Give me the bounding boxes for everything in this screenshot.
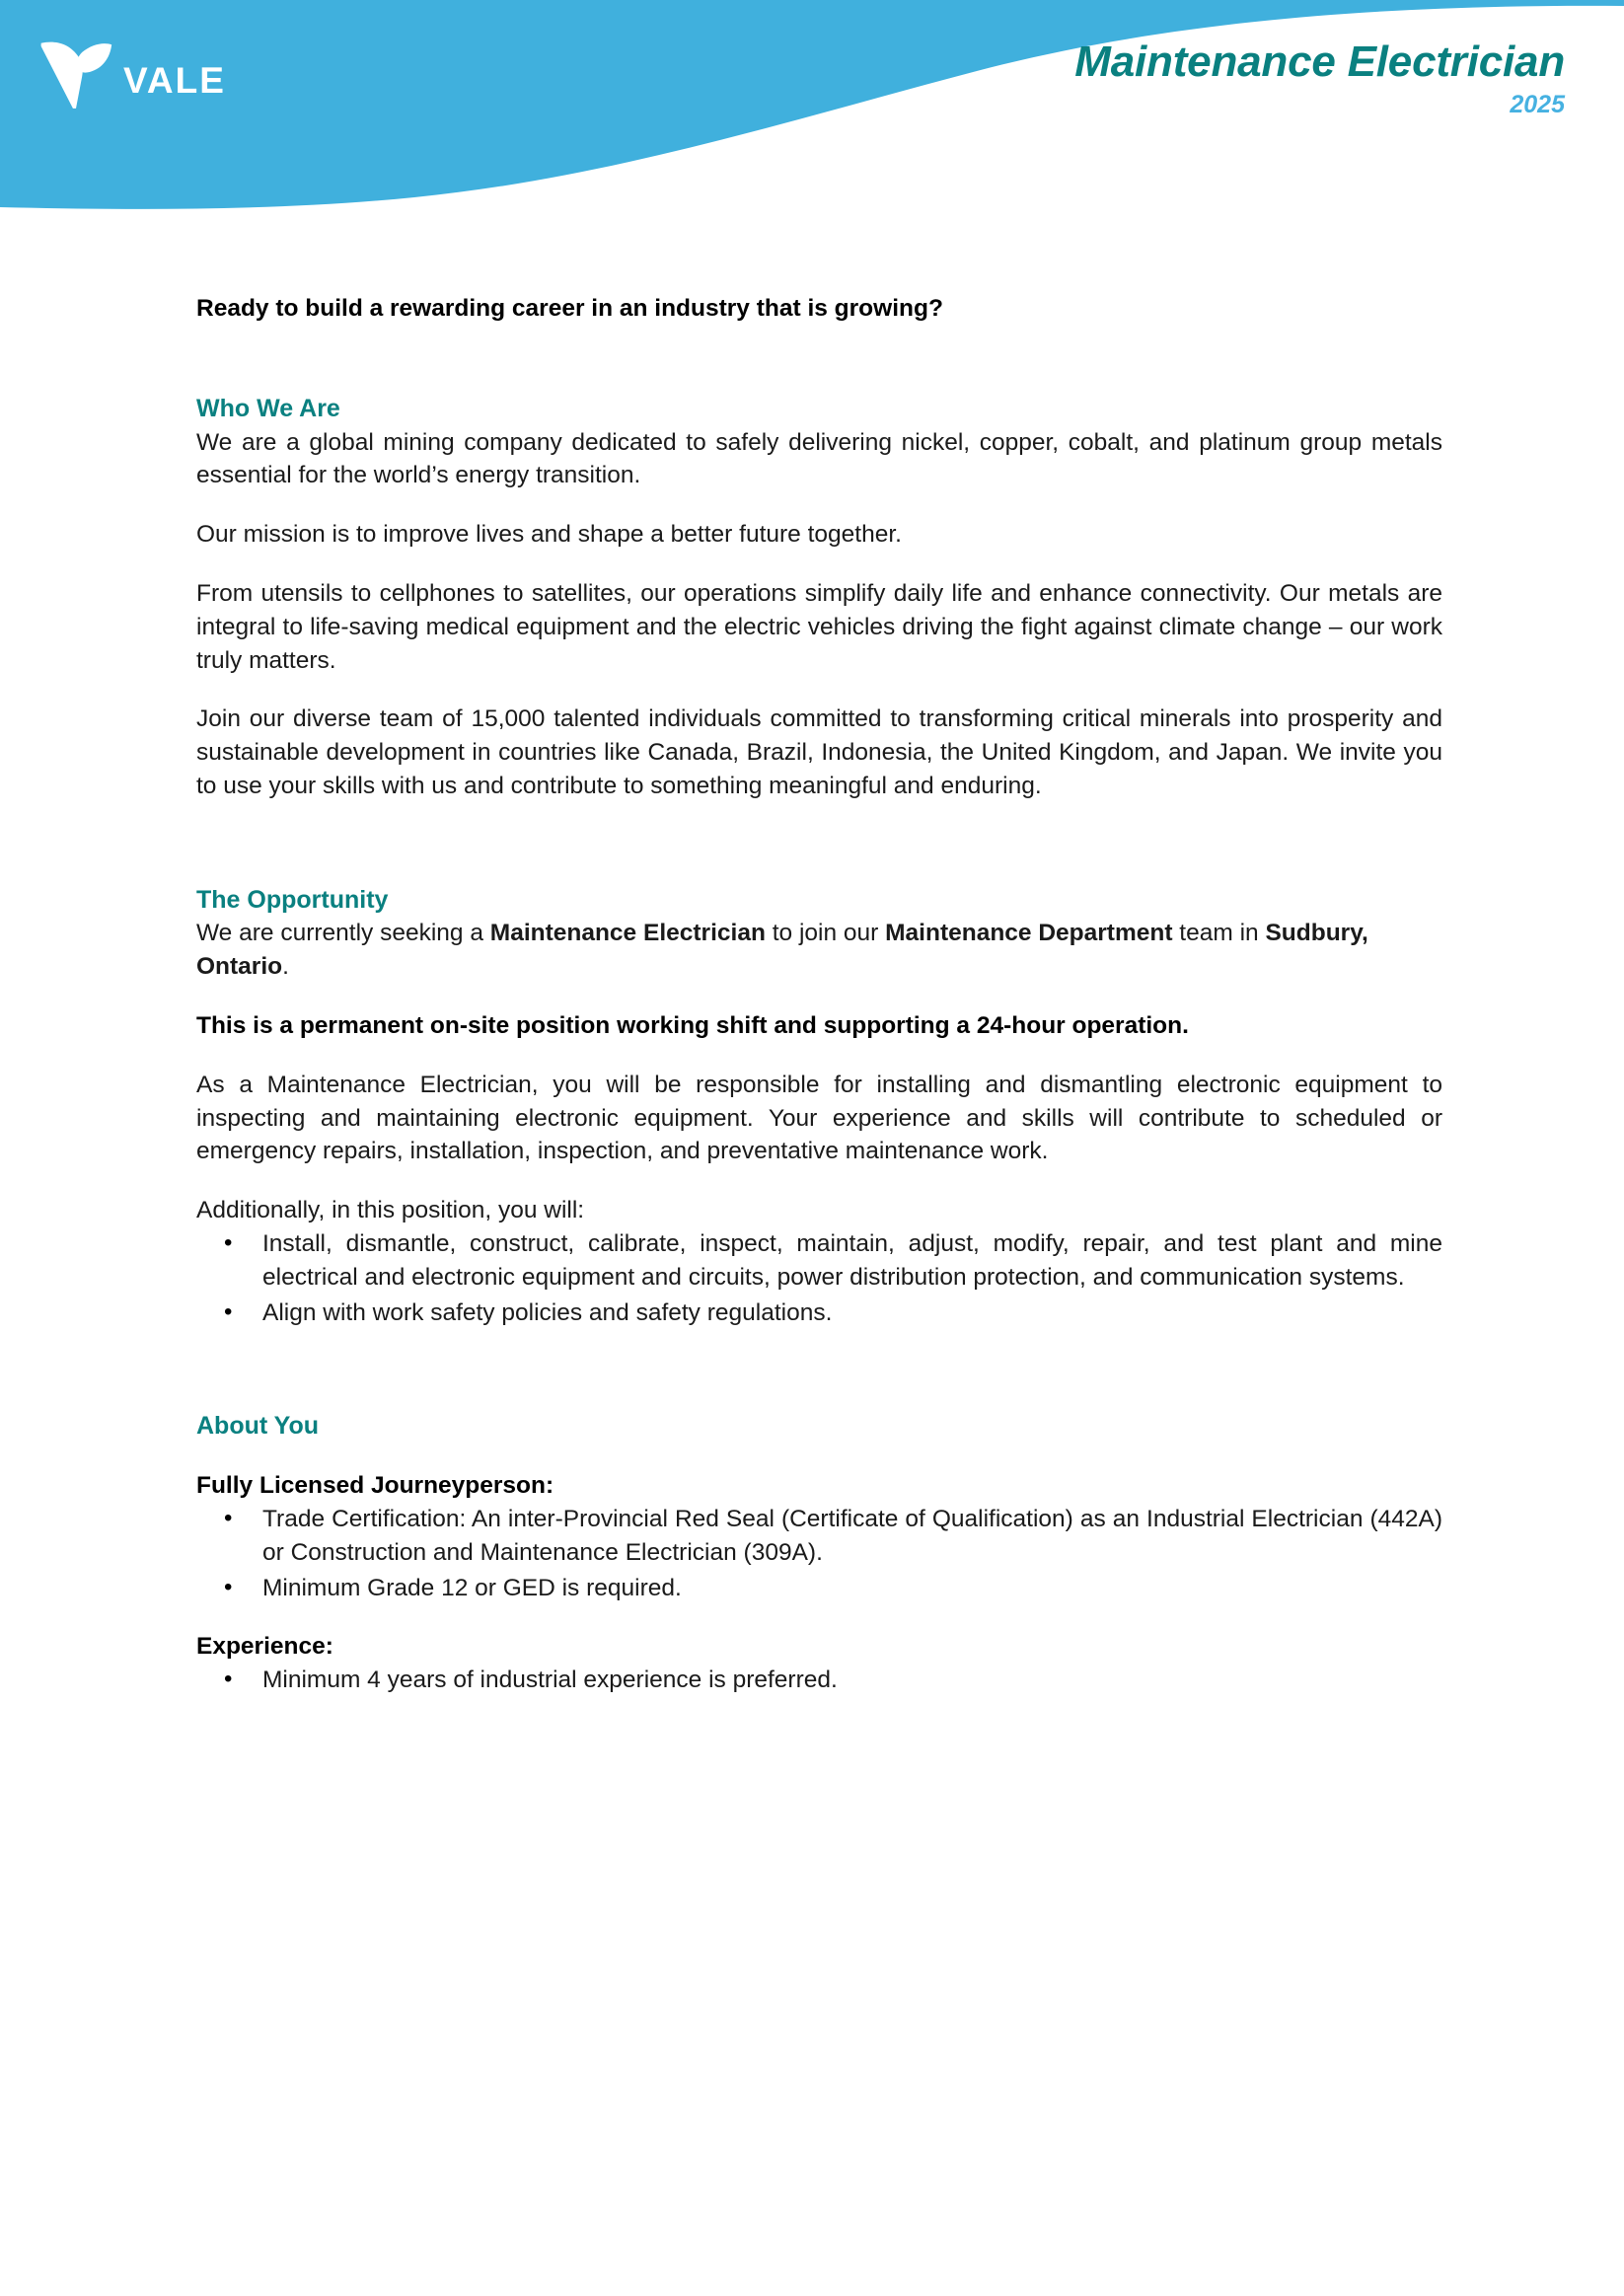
list-item: • Minimum Grade 12 or GED is required. bbox=[196, 1572, 1442, 1605]
experience-bullet-list bbox=[196, 1664, 1442, 1697]
paragraph-additional-intro: Additionally, in this position, you will: bbox=[196, 1197, 585, 1224]
page-title: Maintenance Electrician bbox=[1074, 37, 1565, 86]
opportunity-bullet-list bbox=[196, 1227, 1442, 1329]
opportunity-department: Maintenance Department bbox=[885, 920, 1173, 947]
opportunity-text-e: team in bbox=[1172, 920, 1266, 947]
paragraph-position-type: This is a permanent on-site position working shift and supporting a 24-hour operation. bbox=[196, 1012, 1189, 1040]
spacer bbox=[196, 984, 1442, 1009]
paragraph-who-we-are-2: Our mission is to improve lives and shape a better future together. bbox=[196, 521, 902, 549]
opportunity-text-c: to join our bbox=[765, 920, 886, 947]
header-title-block bbox=[1074, 39, 1565, 124]
document-header bbox=[0, 0, 1624, 212]
journeyperson-bullet-list bbox=[196, 1503, 1442, 1604]
list-item: • Trade Certification: An inter-Provincial Red Seal (Certificate of Qualification) as an Industrial Electrician (442A) or Construction and Maintenance Electrician (309A). bbox=[196, 1503, 1442, 1570]
subheading-fully-licensed-journeyperson: Fully Licensed Journeyperson: bbox=[196, 1472, 554, 1500]
spacer bbox=[196, 552, 1442, 577]
subheading-experience: Experience: bbox=[196, 1633, 333, 1661]
paragraph-who-we-are-1: We are a global mining company dedicated to safely delivering nickel, copper, cobalt, and platinum group metals essential for the world’s energy transition. bbox=[196, 428, 1442, 489]
spacer bbox=[196, 1444, 1442, 1469]
opportunity-text-g: . bbox=[282, 953, 289, 981]
spacer bbox=[196, 677, 1442, 703]
document-body bbox=[196, 292, 1442, 1697]
list-item: • Align with work safety policies and safety regulations. bbox=[196, 1296, 1442, 1330]
vale-v-leaf-icon bbox=[37, 33, 114, 111]
spacer bbox=[196, 326, 1442, 393]
spacer bbox=[196, 1168, 1442, 1194]
section-heading-about-you: About You bbox=[196, 1412, 320, 1441]
opportunity-location: Sudbury, Ontario bbox=[196, 920, 1368, 981]
spacer bbox=[196, 492, 1442, 518]
opportunity-text-a: We are currently seeking a bbox=[196, 920, 490, 947]
paragraph-opportunity-intro bbox=[196, 917, 1442, 984]
section-heading-who-we-are: Who We Are bbox=[196, 394, 340, 422]
spacer bbox=[196, 1329, 1442, 1410]
spacer bbox=[196, 803, 1442, 884]
list-item: • Install, dismantle, construct, calibrate, inspect, maintain, adjust, modify, repair, and test plant and mine electrical and electronic equipment and circuits, power distribution protection, and communication systems. bbox=[196, 1227, 1442, 1295]
paragraph-who-we-are-4: Join our diverse team of 15,000 talented individuals committed to transforming critical minerals into prosperity and sustainable development in countries like Canada, Brazil, Indonesia, the United Kingdom, and Japan. We invite you to use your skills with us and contribute to something meaningful and enduring. bbox=[196, 705, 1442, 799]
vale-logo bbox=[37, 28, 255, 116]
opportunity-role: Maintenance Electrician bbox=[489, 920, 766, 947]
section-heading-the-opportunity: The Opportunity bbox=[196, 885, 389, 914]
paragraph-responsibilities: As a Maintenance Electrician, you will be responsible for installing and dismantling electronic equipment to inspecting and maintaining electronic equipment. Your experience and skills will contribute to scheduled or emergency repairs, installation, inspection, and preventative maintenance work. bbox=[196, 1071, 1442, 1165]
spacer bbox=[196, 1604, 1442, 1630]
spacer bbox=[196, 1043, 1442, 1069]
lead-question: Ready to build a rewarding career in an industry that is growing? bbox=[196, 295, 943, 322]
list-item: • Minimum 4 years of industrial experience is preferred. bbox=[196, 1664, 1442, 1697]
vale-wordmark: VALE bbox=[123, 59, 226, 101]
paragraph-who-we-are-3: From utensils to cellphones to satellites, our operations simplify daily life and enhance connectivity. Our metals are integral to life-saving medical equipment and the electric vehicles driving the fight against climate change – our work truly matters. bbox=[196, 579, 1442, 674]
page-year: 2025 bbox=[1510, 91, 1565, 119]
